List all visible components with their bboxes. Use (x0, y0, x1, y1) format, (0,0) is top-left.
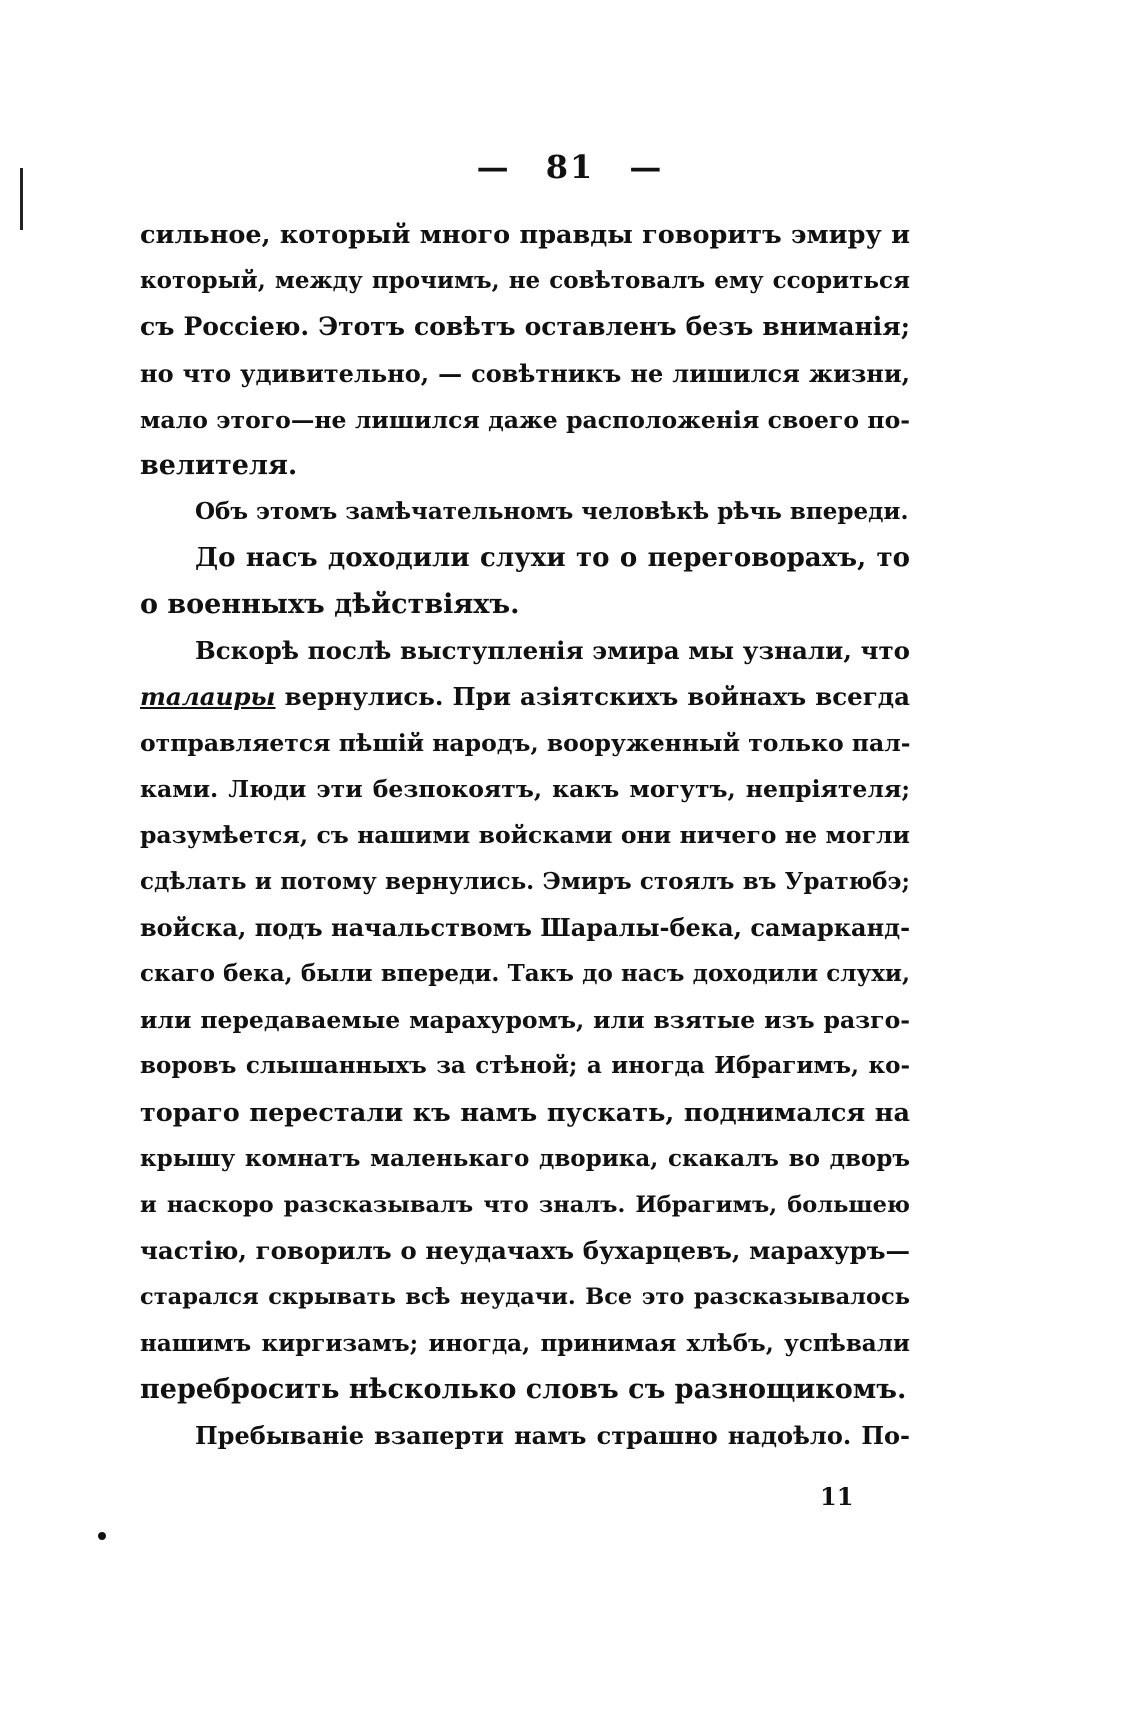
text-line: съ Россіею. Этотъ совѣтъ оставленъ безъ вниманія; (140, 312, 910, 342)
page-number (0, 148, 1140, 186)
text-line: сильное, который много правды говоритъ эмиру и (140, 220, 910, 250)
text-line: который, между прочимъ, не совѣтовалъ ему ссориться (140, 267, 910, 295)
text-line: старался скрывать всѣ неудачи. Все это разсказывалось (140, 1284, 910, 1311)
text-line: Вскорѣ послѣ выступленія эмира мы узнали, что (195, 635, 910, 665)
text-line: сдѣлать и потому вернулись. Эмиръ стоялъ въ Уратюбэ; (140, 867, 910, 895)
text-line: или передаваемые марахуромъ, или взятые изъ разго- (140, 1006, 910, 1035)
printer-signature-mark: 11 (820, 1482, 854, 1511)
text-line: Пребываніе взаперти намъ страшно надоѣло. По- (195, 1420, 910, 1450)
text-line: войска, подъ начальствомъ Шаралы-бека, самарканд- (140, 912, 911, 942)
text-line: воровъ слышанныхъ за стѣной; а иногда Ибрагимъ, ко- (140, 1052, 910, 1080)
page-number-dash-left: — (476, 148, 511, 186)
text-line: ками. Люди эти безпокоятъ, какъ могутъ, непріятеля; (140, 775, 910, 804)
text-line: нашимъ киргизамъ; иногда, принимая хлѣбъ, успѣвали (140, 1329, 910, 1357)
page-number-dash-right: — (629, 148, 664, 186)
page-number-value: 81 (545, 148, 595, 186)
text-line: крышу комнатъ маленькаго дворика, скакалъ во дворъ (140, 1144, 910, 1172)
text-line: До насъ доходили слухи то о переговорахъ, то (195, 543, 910, 574)
italic-word: талаиры (140, 681, 276, 711)
text-line: мало этого—не лишился даже расположенія своего по- (140, 405, 910, 434)
text-line: отправляется пѣшій народъ, вооруженный только пал- (140, 729, 911, 758)
text-line: велителя. (140, 449, 298, 481)
text-line: но что удивительно, — совѣтникъ не лишился жизни, (140, 358, 910, 388)
text-line: скаго бека, были впереди. Такъ до насъ доходили слухи, (140, 960, 910, 987)
text-line-with-italic (140, 674, 910, 720)
text-line: тораго перестали къ намъ пускать, поднимался на (140, 1097, 910, 1128)
body-text (140, 212, 910, 1459)
text-line: Объ этомъ замѣчательномъ человѣкѣ рѣчь впереди. (195, 498, 909, 526)
text-line: и наскоро разсказывалъ что зналъ. Ибрагимъ, большею (140, 1191, 910, 1218)
text-line: о военныхъ дѣйствіяхъ. (140, 588, 520, 620)
text-line: частію, говорилъ о неудачахъ бухарцевъ, марахуръ— (140, 1236, 910, 1266)
scan-speck (98, 1532, 106, 1540)
text-line-rest: вернулись. При азіятскихъ войнахъ всегда (275, 681, 910, 711)
text-line: перебросить нѣсколько словъ съ разнощикомъ. (140, 1373, 907, 1405)
text-line: разумѣется, съ нашими войсками они ничего не могли (140, 821, 910, 850)
